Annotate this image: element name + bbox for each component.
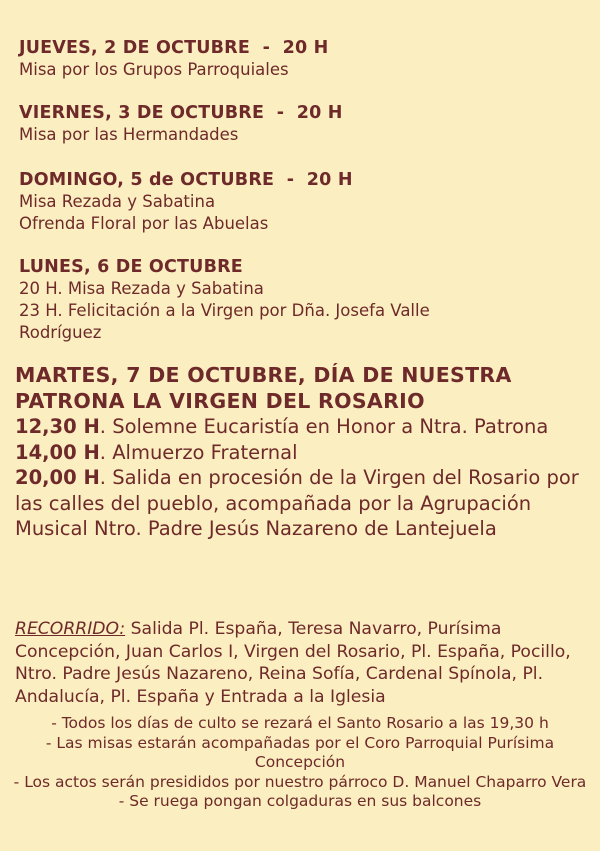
event-line: Ofrenda Floral por las Abuelas (19, 214, 269, 233)
main-item (15, 440, 590, 466)
event-line: Misa por las Hermandades (19, 125, 239, 144)
route-label: RECORRIDO: (15, 619, 126, 639)
route-paragraph (15, 618, 590, 708)
main-title-line-2: PATRONA LA VIRGEN DEL ROSARIO (15, 389, 425, 413)
note-line: - Todos los días de culto se rezará el Santo Rosario a las 19,30 h (51, 714, 549, 732)
note-line: - Los actos serán presididos por nuestro párroco D. Manuel Chaparro Vera (13, 772, 587, 791)
event-line: 23 H. Felicitación a la Virgen por Dña. Josefa Valle (19, 301, 430, 320)
event-sunday (19, 169, 589, 235)
notes-section (10, 714, 590, 812)
main-item (15, 414, 590, 440)
event-title: LUNES, 6 DE OCTUBRE (19, 257, 243, 277)
item-time: 20,00 H (15, 466, 100, 489)
main-item (15, 465, 590, 542)
event-monday (19, 256, 589, 344)
main-day-section (15, 362, 590, 542)
event-thursday (19, 37, 589, 81)
event-title: DOMINGO, 5 de OCTUBRE - 20 H (19, 170, 353, 190)
event-line: Misa por los Grupos Parroquiales (19, 60, 289, 79)
main-title-line-1: MARTES, 7 DE OCTUBRE, DÍA DE NUESTRA (15, 363, 512, 387)
note-line: - Se ruega pongan colgaduras en sus balcones (118, 792, 482, 810)
note-line: - Las misas estarán acompañadas por el Coro Parroquial Purísima Concepción (45, 733, 555, 771)
event-line: Misa Rezada y Sabatina (19, 192, 216, 211)
route-text: Salida Pl. España, Teresa Navarro, Purísima Concepción, Juan Carlos I, Virgen del Rosario, Pl. España, Pocillo, Ntro. Padre Jesús Nazareno, Reina Sofía, Cardenal Spínola, Pl. Andalucía, Pl. España y Entrada a la Iglesia (15, 619, 571, 707)
item-text: . Solemne Eucaristía en Honor a Ntra. Patrona (99, 415, 549, 438)
item-time: 12,30 H (15, 415, 100, 438)
item-text: . Almuerzo Fraternal (99, 440, 298, 464)
event-line: 20 H. Misa Rezada y Sabatina (19, 279, 264, 298)
event-title: VIERNES, 3 DE OCTUBRE - 20 H (19, 103, 343, 123)
item-text: . Salida en procesión de la Virgen del Rosario por las calles del pueblo, acompañada por la Agrupación Musical Ntro. Padre Jesús Nazareno de Lantejuela (15, 466, 579, 540)
event-title: JUEVES, 2 DE OCTUBRE - 20 H (19, 38, 329, 58)
event-friday (19, 102, 589, 146)
item-time: 14,00 H (15, 440, 100, 464)
event-line: Rodríguez (19, 323, 102, 342)
